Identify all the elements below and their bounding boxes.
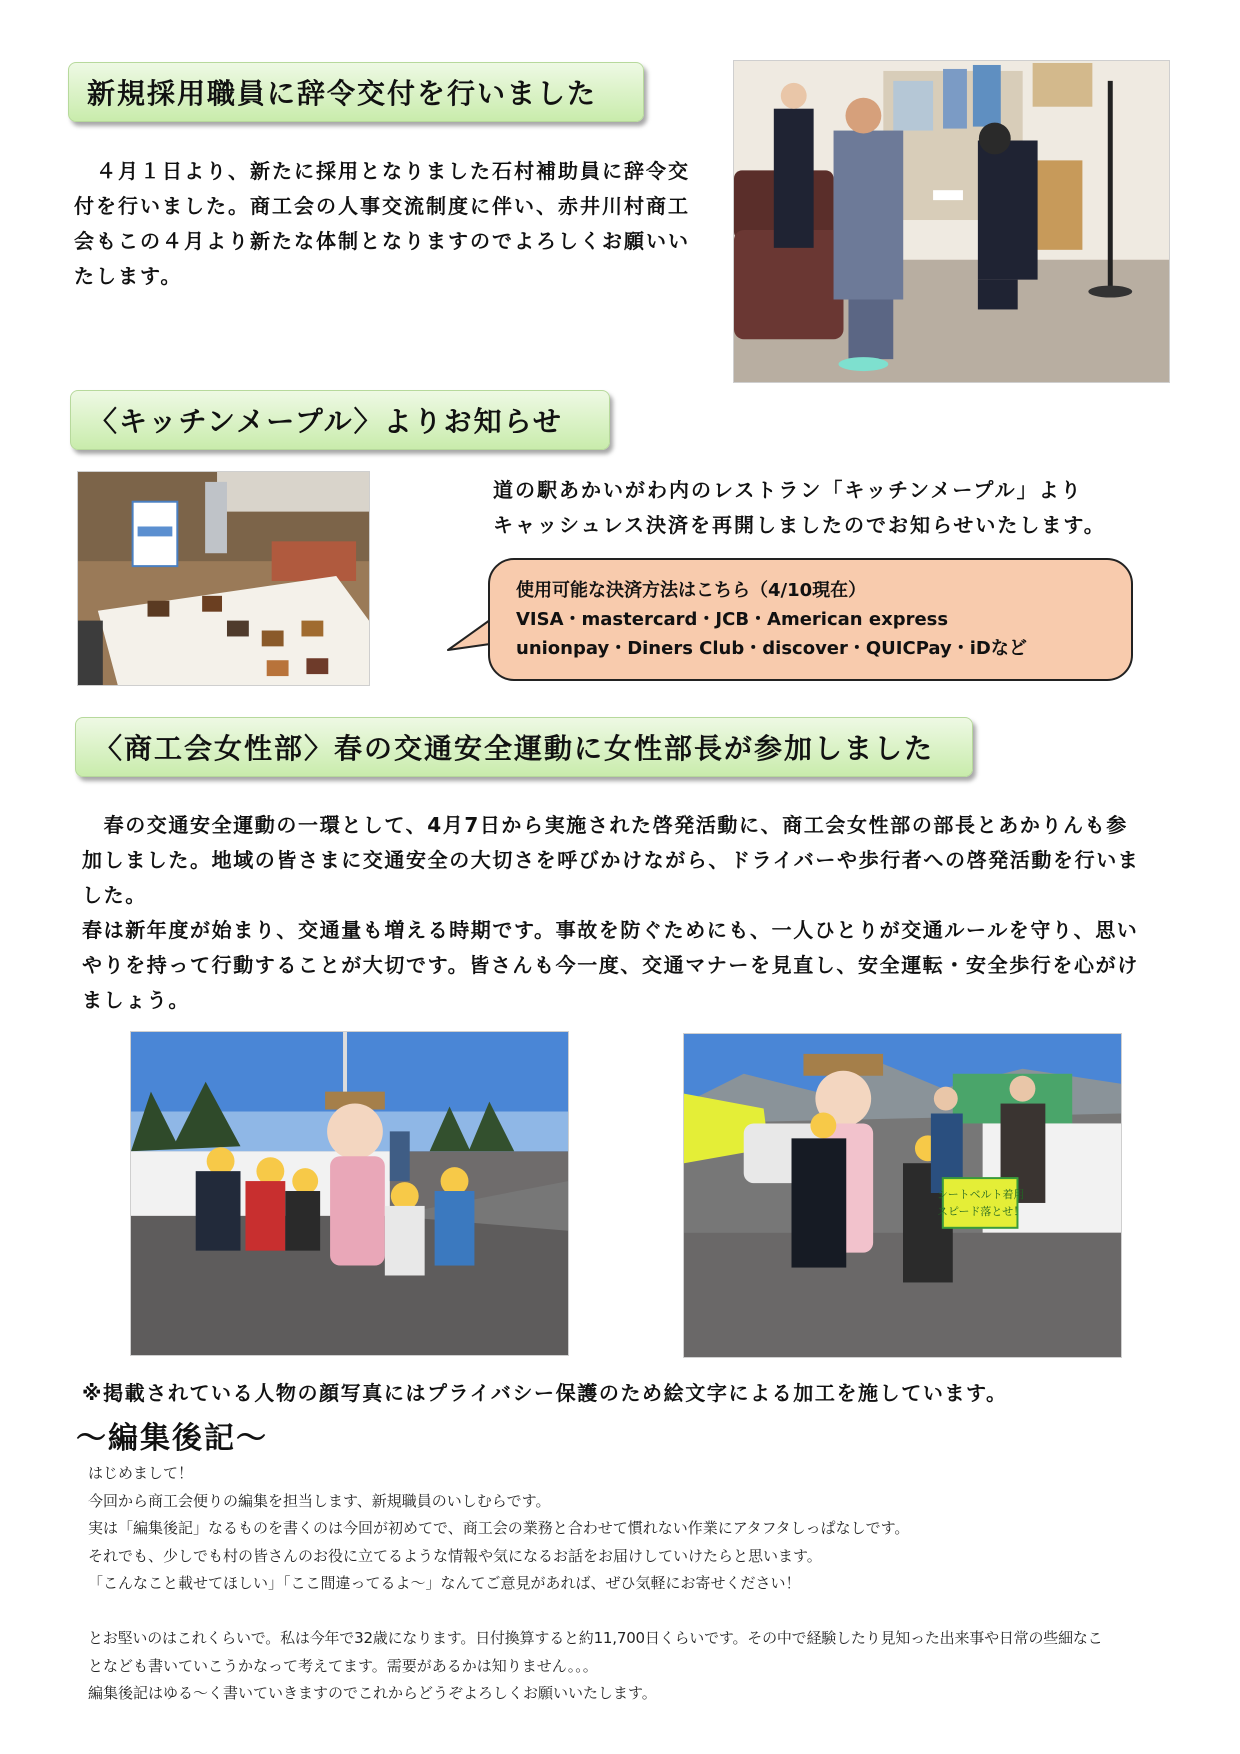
privacy-note: ※掲載されている人物の顔写真にはプライバシー保護のため絵文字による加工を施しています。 (82, 1381, 1008, 1405)
section1-line: たします。 (74, 264, 183, 288)
section3-line: した。 (82, 883, 147, 907)
section1-line: ４月１日より、新たに採用となりました石村補助員に辞令交 (74, 159, 690, 183)
section3-heading (75, 717, 973, 777)
banner-text-line2: スピード落とせ！ (937, 1204, 1025, 1218)
section3-line: ましょう。 (82, 988, 190, 1012)
appointment-ceremony-photo (733, 60, 1170, 383)
editor-notes-line: 編集後記はゆる〜く書いていきますのでこれからどうぞよろしくお願いいたします。 (88, 1684, 657, 1702)
section3-line: 春の交通安全運動の一環として、4月7日から実施された啓発活動に、商工会女性部の部長とあかりんも参 (82, 813, 1128, 837)
editor-notes-line: はじめまして！ (88, 1464, 194, 1482)
section1-heading (68, 62, 644, 122)
section1-paragraph (74, 154, 724, 294)
editor-notes-line: 実は「編集後記」なるものを書くのは今回が初めてで、商工会の業務と合わせて慣れない作業にアタフタしっぱなしです。 (88, 1519, 910, 1537)
section2-paragraph (493, 473, 1183, 543)
section2-title: 〈キッチンメープル〉よりお知らせ (89, 405, 563, 438)
editor-notes-line: それでも、少しでも村の皆さんのお役に立てるような情報や気になるお話をお届けしていけたらと思います。 (88, 1546, 822, 1565)
editor-notes-body (88, 1460, 1168, 1708)
section2-line: 道の駅あかいがわ内のレストラン「キッチンメープル」より (493, 478, 1083, 502)
editor-notes-line (88, 1598, 1168, 1626)
bubble-line: VISA・mastercard・JCB・American express (516, 609, 949, 630)
editor-notes-title: 〜編集後記〜 (76, 1421, 268, 1456)
section2-line: キャッシュレス決済を再開しましたのでお知らせいたします。 (493, 513, 1106, 537)
section3-title: 〈商工会女性部〉春の交通安全運動に女性部長が参加しました (94, 732, 935, 765)
section1-line: 会もこの４月より新たな体制となりますのでよろしくお願いい (74, 229, 690, 253)
traffic-safety-photo-children (130, 1031, 569, 1356)
section3-line: 加しました。地域の皆さまに交通安全の大切さを呼びかけながら、ドライバーや歩行者への啓発活動を行いま (82, 848, 1140, 872)
editor-notes-line: 今回から商工会便りの編集を担当します、新規職員のいしむらです。 (88, 1491, 551, 1510)
editor-notes-line: 「こんなこと載せてほしい」「ここ間違ってるよ〜」なんてご意見があれば、ぜひ気軽にお寄せください！ (88, 1574, 801, 1592)
traffic-safety-photo-banner (683, 1033, 1122, 1358)
bubble-line: unionpay・Diners Club・discover・QUICPay・iDなど (516, 638, 1027, 659)
section2-heading (70, 390, 610, 450)
banner-text-line1: シートベルト着用 (936, 1187, 1025, 1201)
section3-paragraph (82, 808, 1172, 1018)
kitchen-maple-photo (77, 471, 370, 686)
section1-title: 新規採用職員に辞令交付を行いました (87, 77, 598, 110)
bubble-line: 使用可能な決済方法はこちら（4/10現在） (516, 580, 867, 601)
payment-methods-bubble (488, 558, 1133, 681)
section3-line: やりを持って行動することが大切です。皆さんも今一度、交通マナーを見直し、安全運転・安全歩行を心がけ (82, 953, 1139, 977)
section3-line: 春は新年度が始まり、交通量も増える時期です。事故を防ぐためにも、一人ひとりが交通ルールを守り、思い (82, 918, 1139, 942)
editor-notes-line: とお堅いのはこれくらいで。私は今年で32歳になります。日付換算すると約11,700日くらいです。その中で経験したり見知った出来事や日常の些細なこ (88, 1629, 1103, 1647)
editor-notes-line: となども書いていこうかなって考えてます。需要があるかは知りません。。。 (88, 1656, 598, 1675)
section1-line: 付を行いました。商工会の人事交流制度に伴い、赤井川村商工 (74, 194, 690, 218)
